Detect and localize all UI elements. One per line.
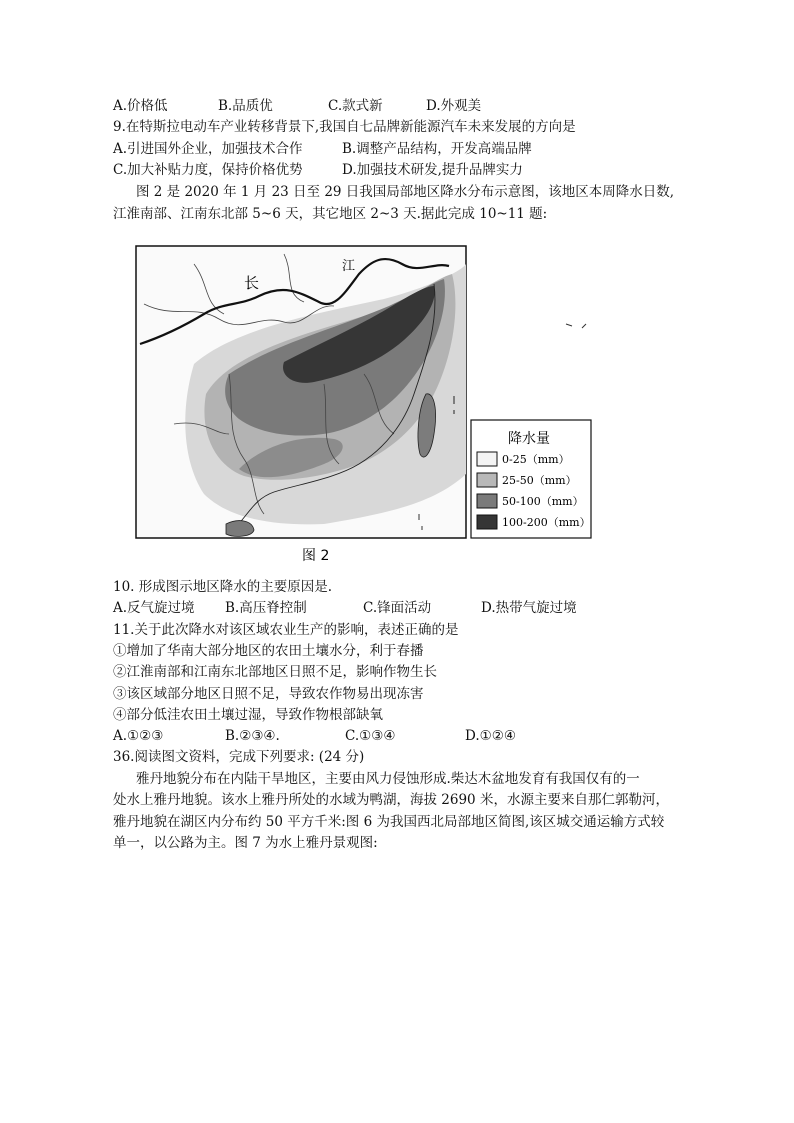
q11-item-1: ①增加了华南大部分地区的农田土壤水分，利于春播 bbox=[113, 643, 424, 659]
map-legend bbox=[471, 420, 591, 538]
legend-label-50-100: 50-100（mm） bbox=[502, 495, 584, 508]
q11-item-4: ④部分低洼农田土壤过湿，导致作物根部缺氧 bbox=[113, 707, 383, 723]
q8-option-a: A.价格低 bbox=[113, 98, 168, 114]
q10-option-b: B.高压脊控制 bbox=[225, 600, 307, 616]
q9-stem: 9.在特斯拉电动车产业转移背景下,我国自七品牌新能源汽车未来发展的方向是 bbox=[113, 119, 576, 135]
river-label-jiang: 江 bbox=[342, 259, 356, 274]
q11-stem: 11.关于此次降水对该区域农业生产的影响，表述正确的是 bbox=[113, 622, 459, 638]
q9-option-b: B.调整产品结构，开发高端品牌 bbox=[342, 141, 532, 157]
legend-label-25-50: 25-50（mm） bbox=[502, 474, 577, 487]
q9-option-d: D.加强技术研发,提升品牌实力 bbox=[342, 162, 523, 178]
q8-option-b: B.品质优 bbox=[218, 98, 273, 114]
q11-option-a: A.①②③ bbox=[113, 728, 164, 744]
q9-option-c: C.加大补贴力度，保持价格优势 bbox=[113, 162, 303, 178]
q36-paragraph-line-1: 雅丹地貌分布在内陆干旱地区，主要由风力侵蚀形成.柴达木盆地发育有我国仅有的一 bbox=[136, 771, 640, 787]
q11-option-b: B.②③④. bbox=[225, 728, 280, 744]
q8-option-c: C.款式新 bbox=[328, 98, 383, 114]
q10-option-d: D.热带气旋过境 bbox=[481, 600, 577, 616]
intro-line-2: 江淮南部、江南东北部 5~6 天，其它地区 2~3 天.据此完成 10~11 题: bbox=[113, 206, 548, 222]
q36-stem: 36.阅读图文资料，完成下列要求: (24 分) bbox=[113, 749, 365, 765]
legend-item-25-50 bbox=[477, 473, 577, 487]
q11-option-d: D.①②④ bbox=[465, 728, 516, 744]
q36-paragraph-line-4: 单一，以公路为主。图 7 为水上雅丹景观图: bbox=[113, 835, 378, 851]
q10-option-c: C.锋面活动 bbox=[363, 600, 432, 616]
legend-item-0-25 bbox=[477, 452, 570, 466]
intro-line-1: 图 2 是 2020 年 1 月 23 日至 29 日我国局部地区降水分布示意图，该地区本周降水日数, bbox=[136, 184, 675, 200]
q11-option-c: C.①③④ bbox=[345, 728, 396, 744]
legend-item-100-200 bbox=[477, 515, 591, 529]
river-label-chang: 长 bbox=[244, 274, 260, 292]
q11-item-2: ②江淮南部和江南东北部地区日照不足，影响作物生长 bbox=[113, 664, 437, 680]
q9-option-a: A.引进国外企业，加强技术合作 bbox=[113, 141, 303, 157]
legend-label-0-25: 0-25（mm） bbox=[502, 453, 570, 466]
figure-caption: 图 2 bbox=[302, 548, 330, 564]
precipitation-map bbox=[134, 244, 594, 564]
legend-title: 降水量 bbox=[508, 431, 550, 447]
q10-stem: 10. 形成图示地区降水的主要原因是. bbox=[113, 579, 333, 595]
legend-item-50-100 bbox=[477, 494, 584, 508]
q36-paragraph-line-2: 处水上雅丹地貌。该水上雅丹所处的水域为鸭湖，海拔 2690 米，水源主要来自那仁郭勒河， bbox=[113, 792, 669, 808]
q8-option-d: D.外观美 bbox=[426, 98, 482, 114]
legend-label-100-200: 100-200（mm） bbox=[502, 516, 591, 529]
q36-paragraph-line-3: 雅丹地貌在湖区内分布约 50 平方千米:图 6 为我国西北局部地区简图,该区城交通运输方式较 bbox=[113, 814, 665, 830]
q10-option-a: A.反气旋过境 bbox=[113, 600, 195, 616]
q11-item-3: ③该区域部分地区日照不足，导致农作物易出现冻害 bbox=[113, 686, 424, 702]
